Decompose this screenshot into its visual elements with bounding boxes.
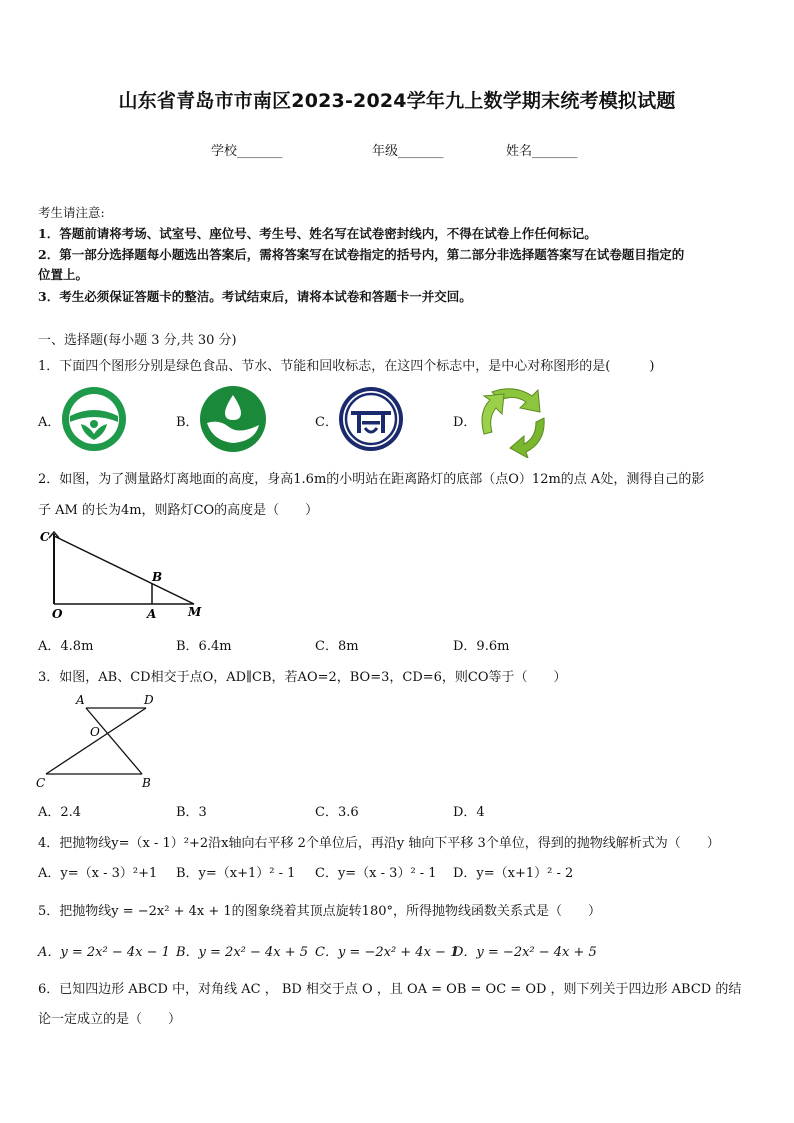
grade-field: 年级_______ bbox=[372, 144, 444, 159]
label-b: B bbox=[142, 776, 151, 790]
q4-option-a: A．y=（x - 3）²+1 bbox=[38, 866, 158, 881]
q5-option-d: D．y = −2x² − 4x + 5 bbox=[453, 945, 597, 960]
name-field: 姓名_______ bbox=[506, 144, 578, 159]
option-label-a: A． bbox=[38, 415, 61, 430]
q4-option-c: C．y=（x - 3）² - 1 bbox=[315, 866, 437, 881]
label-d: D bbox=[144, 693, 154, 707]
q3-option-d: D．4 bbox=[453, 805, 485, 820]
question-4-stem: 4．把抛物线y=（x - 1）²+2沿x轴向右平移 2个单位后，再沿y 轴向下平移 3个单位，得到的抛物线解析式为（ ） bbox=[38, 836, 720, 851]
notice-item: 3．考生必须保证答题卡的整洁。考试结束后，请将本试卷和答题卡一并交回。 bbox=[38, 289, 472, 304]
recycle-logo-icon bbox=[474, 382, 554, 458]
energy-saving-logo-icon bbox=[337, 386, 405, 452]
q2-option-b: B．6.4m bbox=[176, 639, 232, 654]
option-label-b: B． bbox=[176, 415, 199, 430]
notice-heading: 考生请注意: bbox=[38, 205, 105, 220]
intersecting-lines-figure bbox=[34, 690, 164, 792]
option-label-d: D． bbox=[453, 415, 477, 430]
label-m: M bbox=[188, 605, 202, 619]
q2-option-a: A．4.8m bbox=[38, 639, 94, 654]
question-6-line1: 6．已知四边形 ABCD 中，对角线 AC ， BD 相交于点 O ，且 OA = OB = OC = OD ，则下列关于四边形 ABCD 的结 bbox=[38, 982, 742, 997]
question-5-stem: 5．把抛物线y = −2x² + 4x + 1的图象绕着其顶点旋转180°，所得抛物线函数关系式是（ ） bbox=[38, 904, 601, 919]
question-1-stem: 1．下面四个图形分别是绿色食品、节水、节能和回收标志，在这四个标志中，是中心对称图形的是( ) bbox=[38, 359, 655, 374]
label-c: C bbox=[40, 530, 50, 544]
q5-option-a: A．y = 2x² − 4x − 1 bbox=[38, 945, 170, 960]
q3-option-c: C．3.6 bbox=[315, 805, 359, 820]
q3-option-b: B．3 bbox=[176, 805, 207, 820]
q3-option-a: A．2.4 bbox=[38, 805, 82, 820]
q4-option-b: B．y=（x+1）² - 1 bbox=[176, 866, 296, 881]
notice-item: 1．答题前请将考场、试室号、座位号、考生号、姓名写在试卷密封线内，不得在试卷上作任何标记。 bbox=[38, 226, 597, 241]
notice-item: 2．第一部分选择题每小题选出答案后，需将答案写在试卷指定的括号内，第二部分非选择题答案写在试卷题目指定的 bbox=[38, 247, 685, 262]
label-a: A bbox=[147, 607, 157, 621]
question-2-line1: 2．如图，为了测量路灯离地面的高度，身高1.6m的小明站在距离路灯的底部（点O）12m的点 A处，测得自己的影 bbox=[38, 472, 705, 487]
q4-option-d: D．y=（x+1）² - 2 bbox=[453, 866, 574, 881]
page-title: 山东省青岛市市南区2023-2024学年九上数学期末统考模拟试题 bbox=[118, 90, 676, 112]
q2-option-d: D．9.6m bbox=[453, 639, 510, 654]
section-heading: 一、选择题(每小题 3 分,共 30 分) bbox=[38, 333, 237, 348]
label-o: O bbox=[52, 607, 63, 621]
question-6-line2: 论一定成立的是（ ） bbox=[38, 1012, 182, 1027]
question-3-stem: 3．如图，AB、CD相交于点O，AD∥CB，若AO=2，BO=3，CD=6，则CO等于（ ） bbox=[38, 670, 567, 685]
label-o: O bbox=[90, 725, 100, 739]
q2-option-c: C．8m bbox=[315, 639, 359, 654]
option-label-c: C． bbox=[315, 415, 338, 430]
water-saving-logo-icon bbox=[199, 385, 267, 453]
notice-item: 位置上。 bbox=[38, 267, 89, 282]
label-b: B bbox=[152, 570, 163, 584]
q5-option-b: B．y = 2x² − 4x + 5 bbox=[176, 945, 309, 960]
question-2-line2: 子 AM 的长为4m，则路灯CO的高度是（ ） bbox=[38, 503, 319, 518]
q5-option-c: C．y = −2x² + 4x − 1 bbox=[315, 945, 459, 960]
streetlight-figure bbox=[36, 526, 206, 621]
label-c: C bbox=[36, 776, 46, 790]
label-a: A bbox=[76, 693, 85, 707]
school-field: 学校_______ bbox=[211, 144, 283, 159]
green-food-logo-icon bbox=[61, 386, 127, 452]
